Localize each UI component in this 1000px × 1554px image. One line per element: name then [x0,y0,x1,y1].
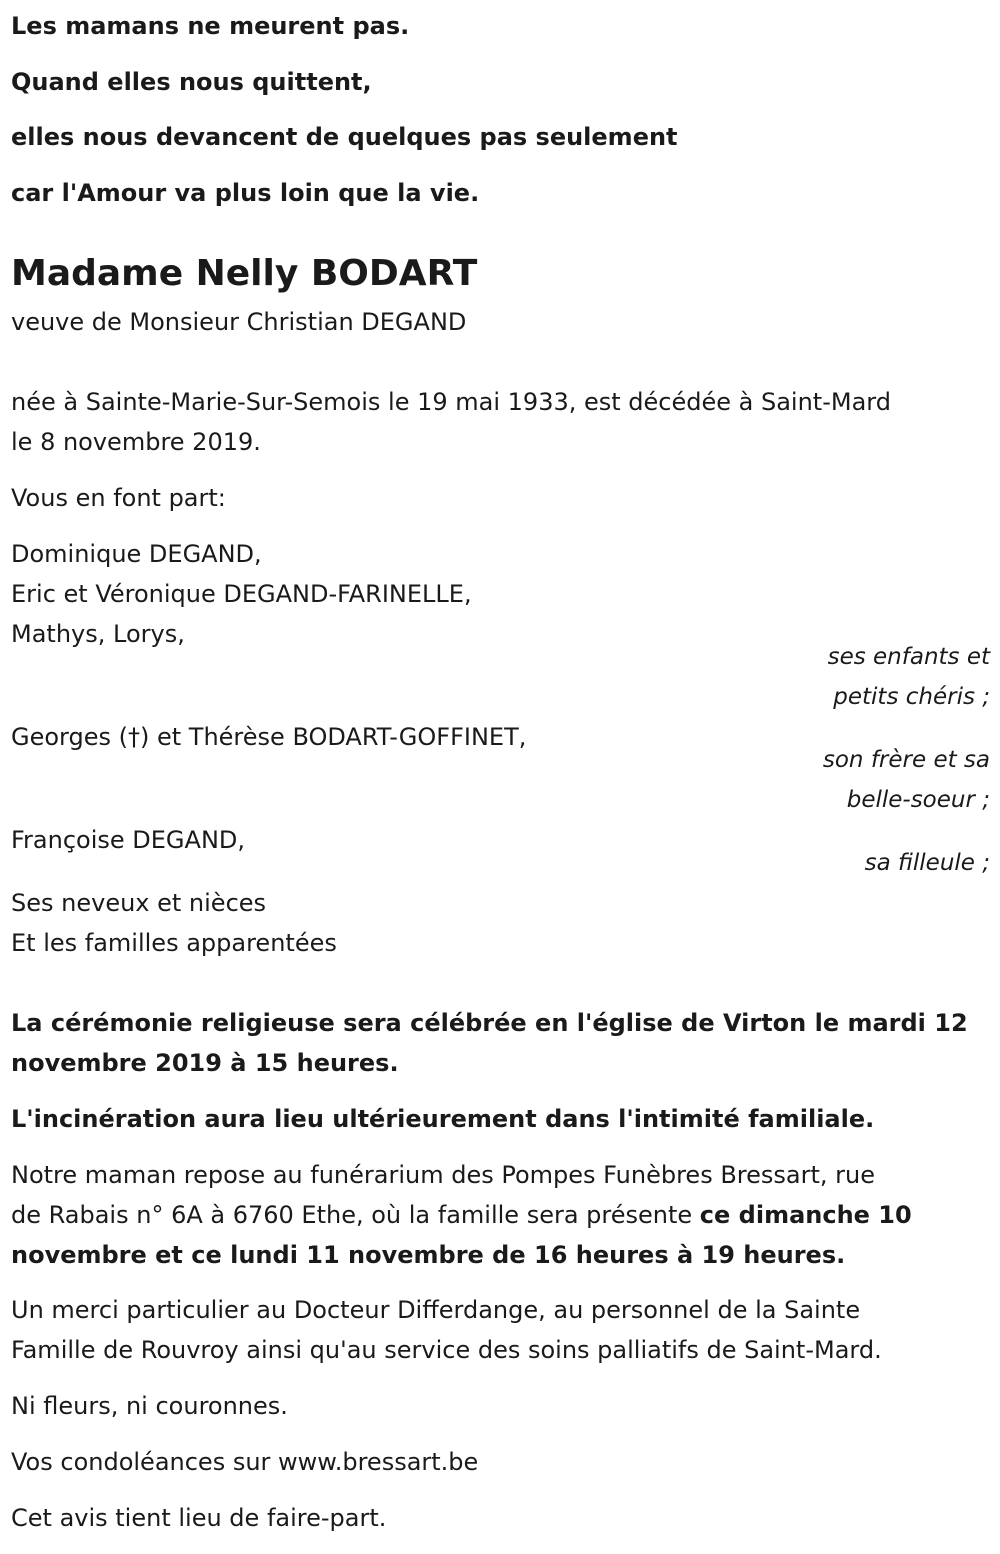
birth-death-line-1: née à Sainte-Marie-Sur-Semois le 19 mai 1933, est décédée à Saint-Mard [11,388,891,416]
relation-label: ses enfants et [827,644,990,670]
poem-line-4: car l'Amour va plus loin que la vie. [11,179,480,207]
cremation-text: L'incinération aura lieu ultérieurement dans l'intimité familiale. [11,1105,875,1133]
family-name-part: Georges ( [11,723,128,751]
family-name: Dominique DEGAND, [11,540,262,568]
deceased-subtitle: veuve de Monsieur Christian DEGAND [11,308,467,336]
cross-icon: † [128,723,140,751]
intro-text: Vous en font part: [11,484,226,512]
funeral-home-line-3: novembre et ce lundi 11 novembre de 16 heures à 19 heures. [11,1241,846,1269]
family-name: Françoise DEGAND, [11,826,246,854]
ceremony-line-2: novembre 2019 à 15 heures. [11,1049,399,1077]
birth-death-line-2: le 8 novembre 2019. [11,428,261,456]
poem-line-3: elles nous devancent de quelques pas seulement [11,123,678,151]
family-other: Et les familles apparentées [11,929,337,957]
family-name [11,717,526,757]
family-name: Mathys, Lorys, [11,620,185,648]
family-name-part: ) et Thérèse BODART-GOFFINET, [140,723,527,751]
relation-label: son frère et sa [822,747,990,773]
deceased-name: Madame Nelly BODART [11,253,478,294]
poem-line-2: Quand elles nous quittent, [11,68,372,96]
funeral-home-line-2 [11,1195,912,1235]
ceremony-line-1: La cérémonie religieuse sera célébrée en l'église de Virton le mardi 12 [11,1009,968,1037]
condolences-text: Vos condoléances sur www.bressart.be [11,1448,479,1476]
thanks-line-1: Un merci particulier au Docteur Differdange, au personnel de la Sainte [11,1296,861,1324]
relation-label: petits chéris ; [833,684,990,710]
relation-label: belle-soeur ; [846,787,990,813]
family-other: Ses neveux et nièces [11,889,267,917]
funeral-home-text: de Rabais n° 6A à 6760 Ethe, où la famille sera présente [11,1201,700,1229]
poem-line-1: Les mamans ne meurent pas. [11,12,410,40]
relation-label: sa filleule ; [864,850,990,876]
thanks-line-2: Famille de Rouvroy ainsi qu'au service des soins palliatifs de Saint-Mard. [11,1336,882,1364]
flowers-text: Ni fleurs, ni couronnes. [11,1392,288,1420]
family-name: Eric et Véronique DEGAND-FARINELLE, [11,580,472,608]
visiting-dates: ce dimanche 10 [699,1201,912,1229]
notice-text: Cet avis tient lieu de faire-part. [11,1504,387,1532]
funeral-home-line-1: Notre maman repose au funérarium des Pompes Funèbres Bressart, rue [11,1161,875,1189]
